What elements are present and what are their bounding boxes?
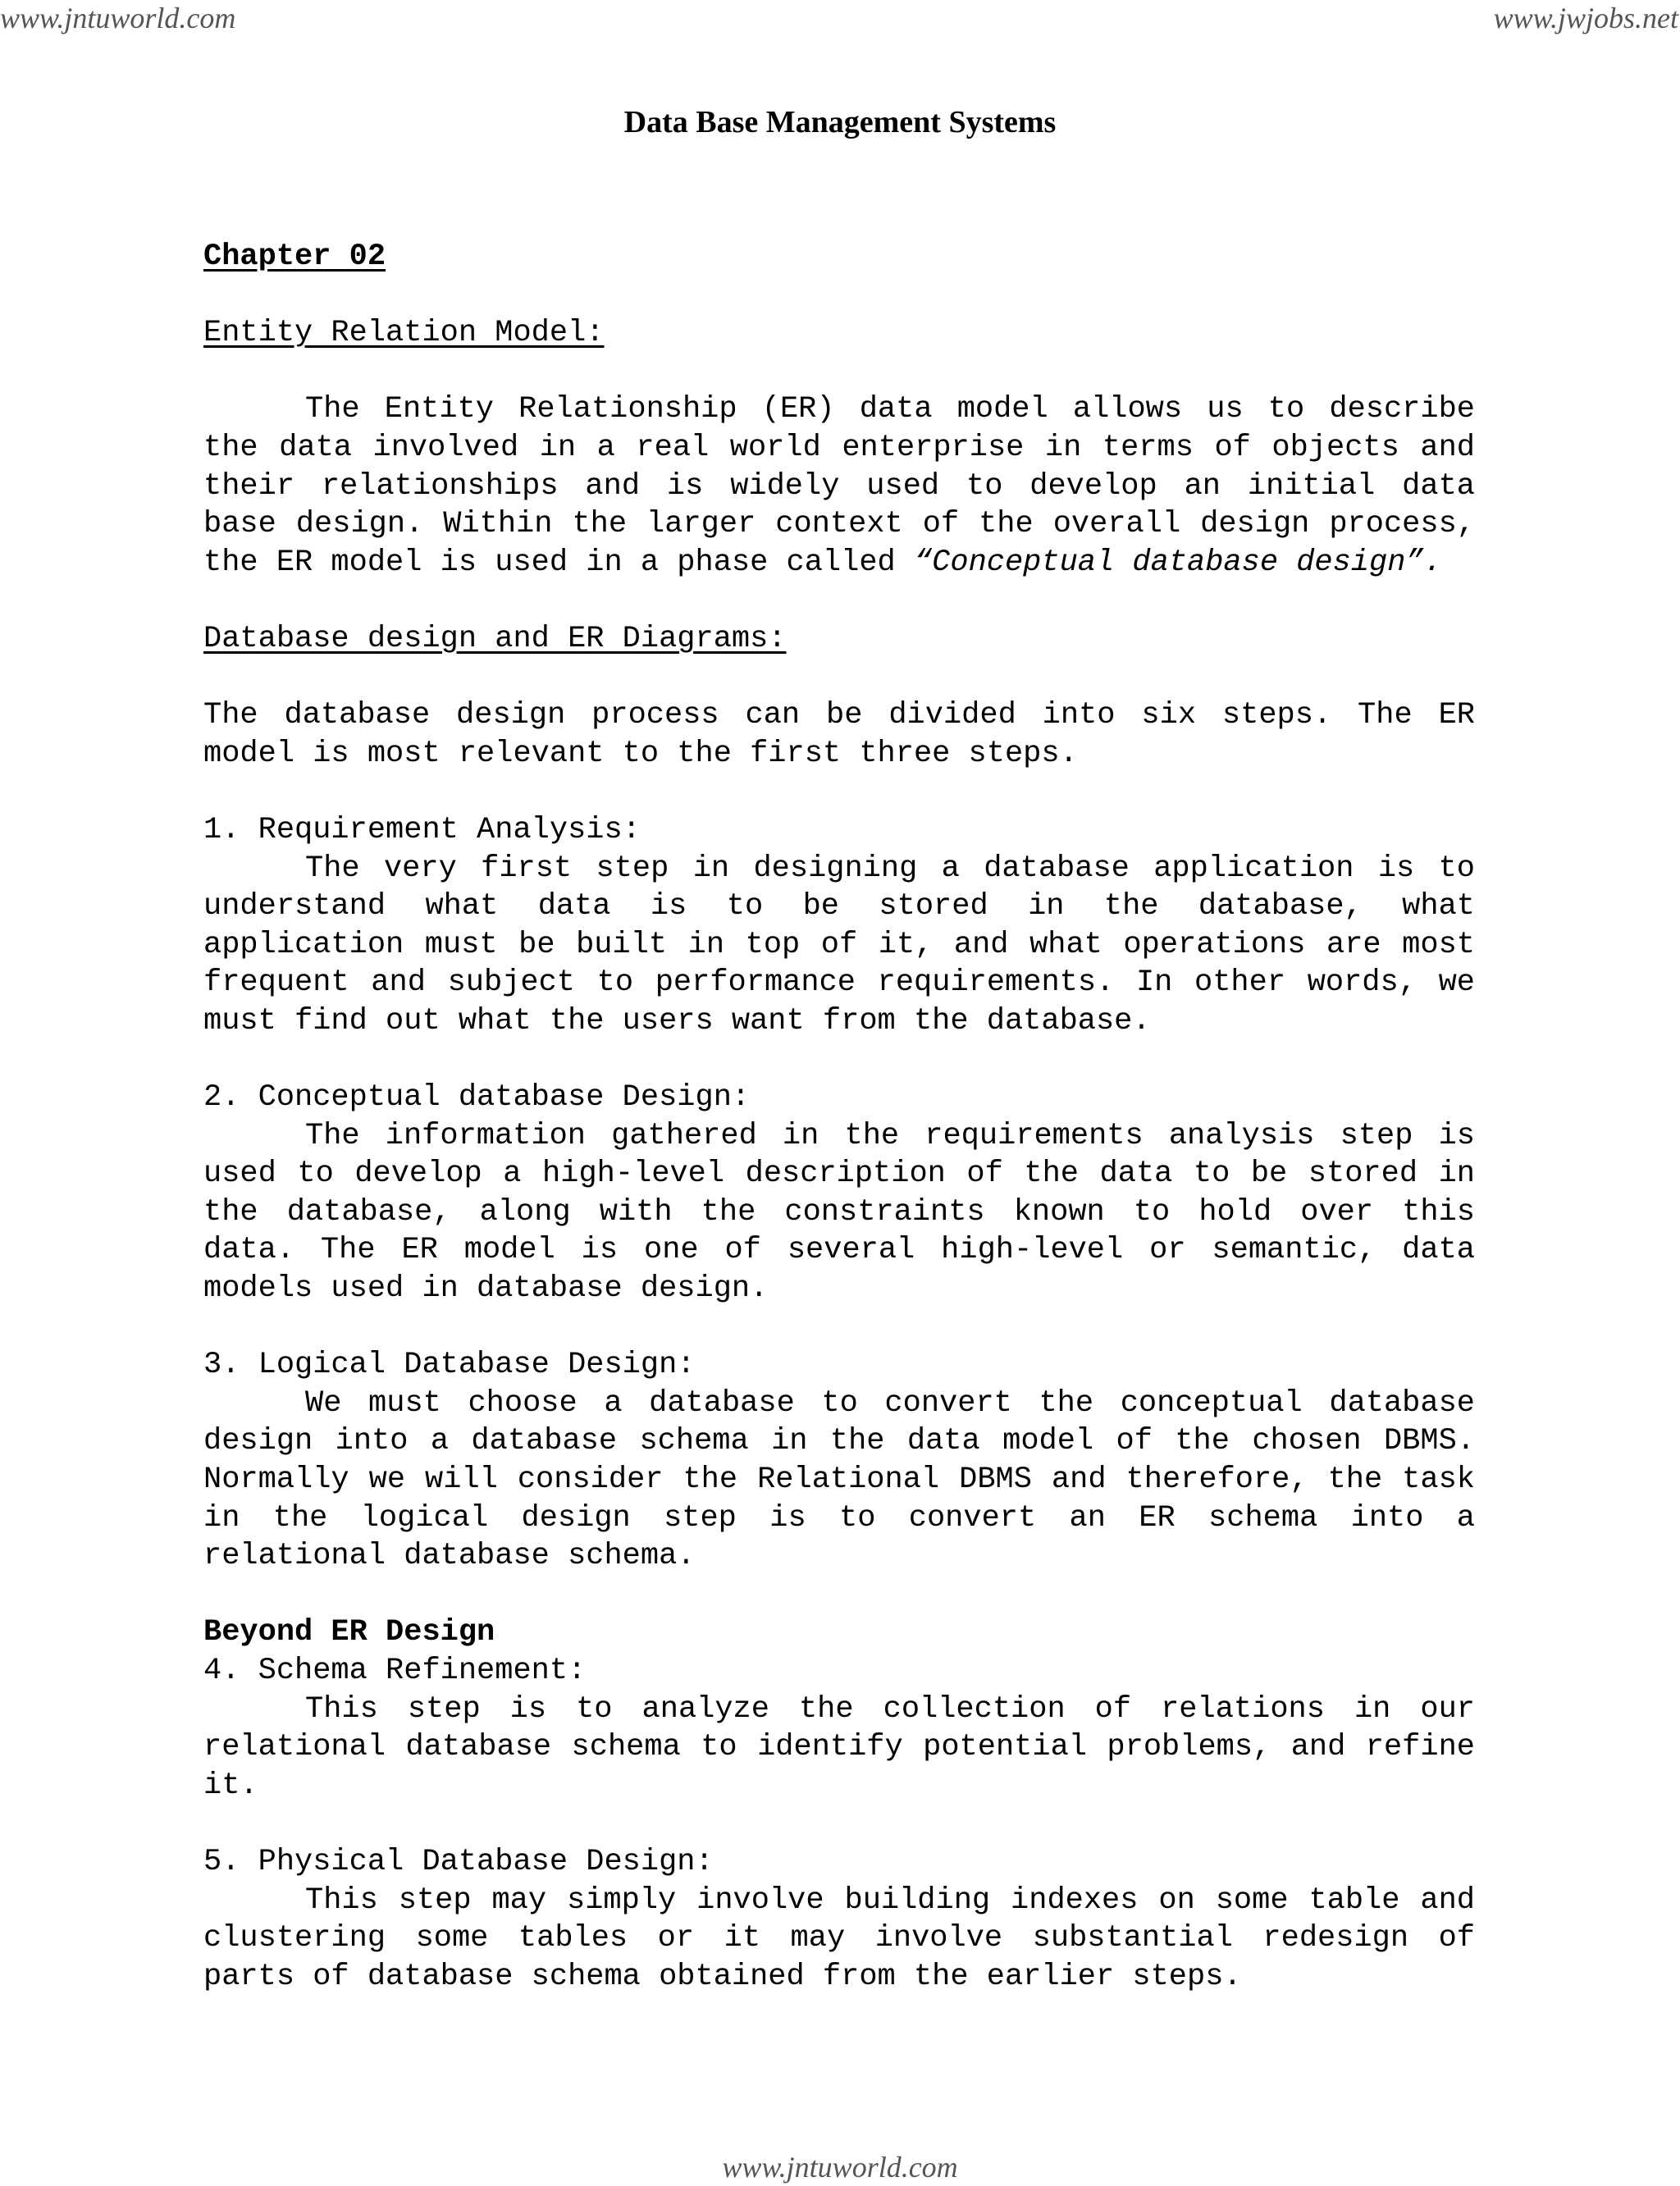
step-3-title: 3. Logical Database Design: — [203, 1348, 696, 1383]
step-4-text: This step is to analyze the collection of relations in our relational database schema to identify potential problems, and refine it. — [203, 1691, 1475, 1803]
section-heading-db-design-text: Database design and ER Diagrams: — [203, 621, 787, 656]
paragraph-er-intro-italic: “Conceptual database design”. — [913, 545, 1442, 580]
step-4-title: 4. Schema Refinement: — [203, 1653, 587, 1688]
section-heading-er-model — [203, 314, 1475, 353]
chapter-label: Chapter 02 — [203, 240, 386, 274]
chapter-heading — [203, 238, 1475, 276]
step-1-title: 1. Requirement Analysis: — [203, 812, 641, 847]
section-heading-db-design — [203, 620, 1475, 659]
step-2-title: 2. Conceptual database Design: — [203, 1080, 751, 1116]
footer-url: www.jntuworld.com — [722, 2151, 958, 2184]
paragraph-er-intro — [203, 390, 1475, 582]
step-5-title: 5. Physical Database Design: — [203, 1844, 714, 1879]
step-5-text: This step may simply involve building indexes on some table and clustering some tables or it may involve substantial redesign of parts of database schema obtained from the earlier steps. — [203, 1883, 1475, 1994]
beyond-er-heading: Beyond ER Design — [203, 1615, 495, 1650]
step-1-text: The very first step in designing a database application is to understand what data is to be stored in the database, what application must be built in top of it, and what operations are most frequent and subject to performance requirements. In other words, we must find out what the users want from the database. — [203, 851, 1475, 1038]
section-heading-er-model-text: Entity Relation Model: — [203, 316, 605, 351]
header-left-url: www.jntuworld.com — [0, 2, 236, 34]
step-2-text: The information gathered in the requirements analysis step is used to develop a high-level description of the data to be stored in the database, along with the constraints known to hold over this data. The ER model is one of several high-level or semantic, data models used in database design. — [203, 1118, 1475, 1307]
header-right-url: www.jwjobs.net — [1493, 2, 1678, 34]
paragraph-er-intro-text: The Entity Relationship (ER) data model allows us to describe the data involved in a real world enterprise in terms of objects and their relationships and is widely used to develop an initial data base design. Within the larger context of the overall design process, the ER model is used in a phase called — [203, 392, 1475, 580]
paragraph-db-design-intro: The database design process can be divided into six steps. The ER model is most relevant to the first three steps. — [203, 698, 1475, 771]
step-3-text: We must choose a database to convert the conceptual database design into a database schema in the data model of the chosen DBMS. Normally we will consider the Relational DBMS and therefore, the task in the logical design step is to convert an ER schema into a relational database schema. — [203, 1385, 1475, 1574]
document-title: Data Base Management Systems — [623, 105, 1057, 139]
document-body — [203, 238, 1475, 1996]
